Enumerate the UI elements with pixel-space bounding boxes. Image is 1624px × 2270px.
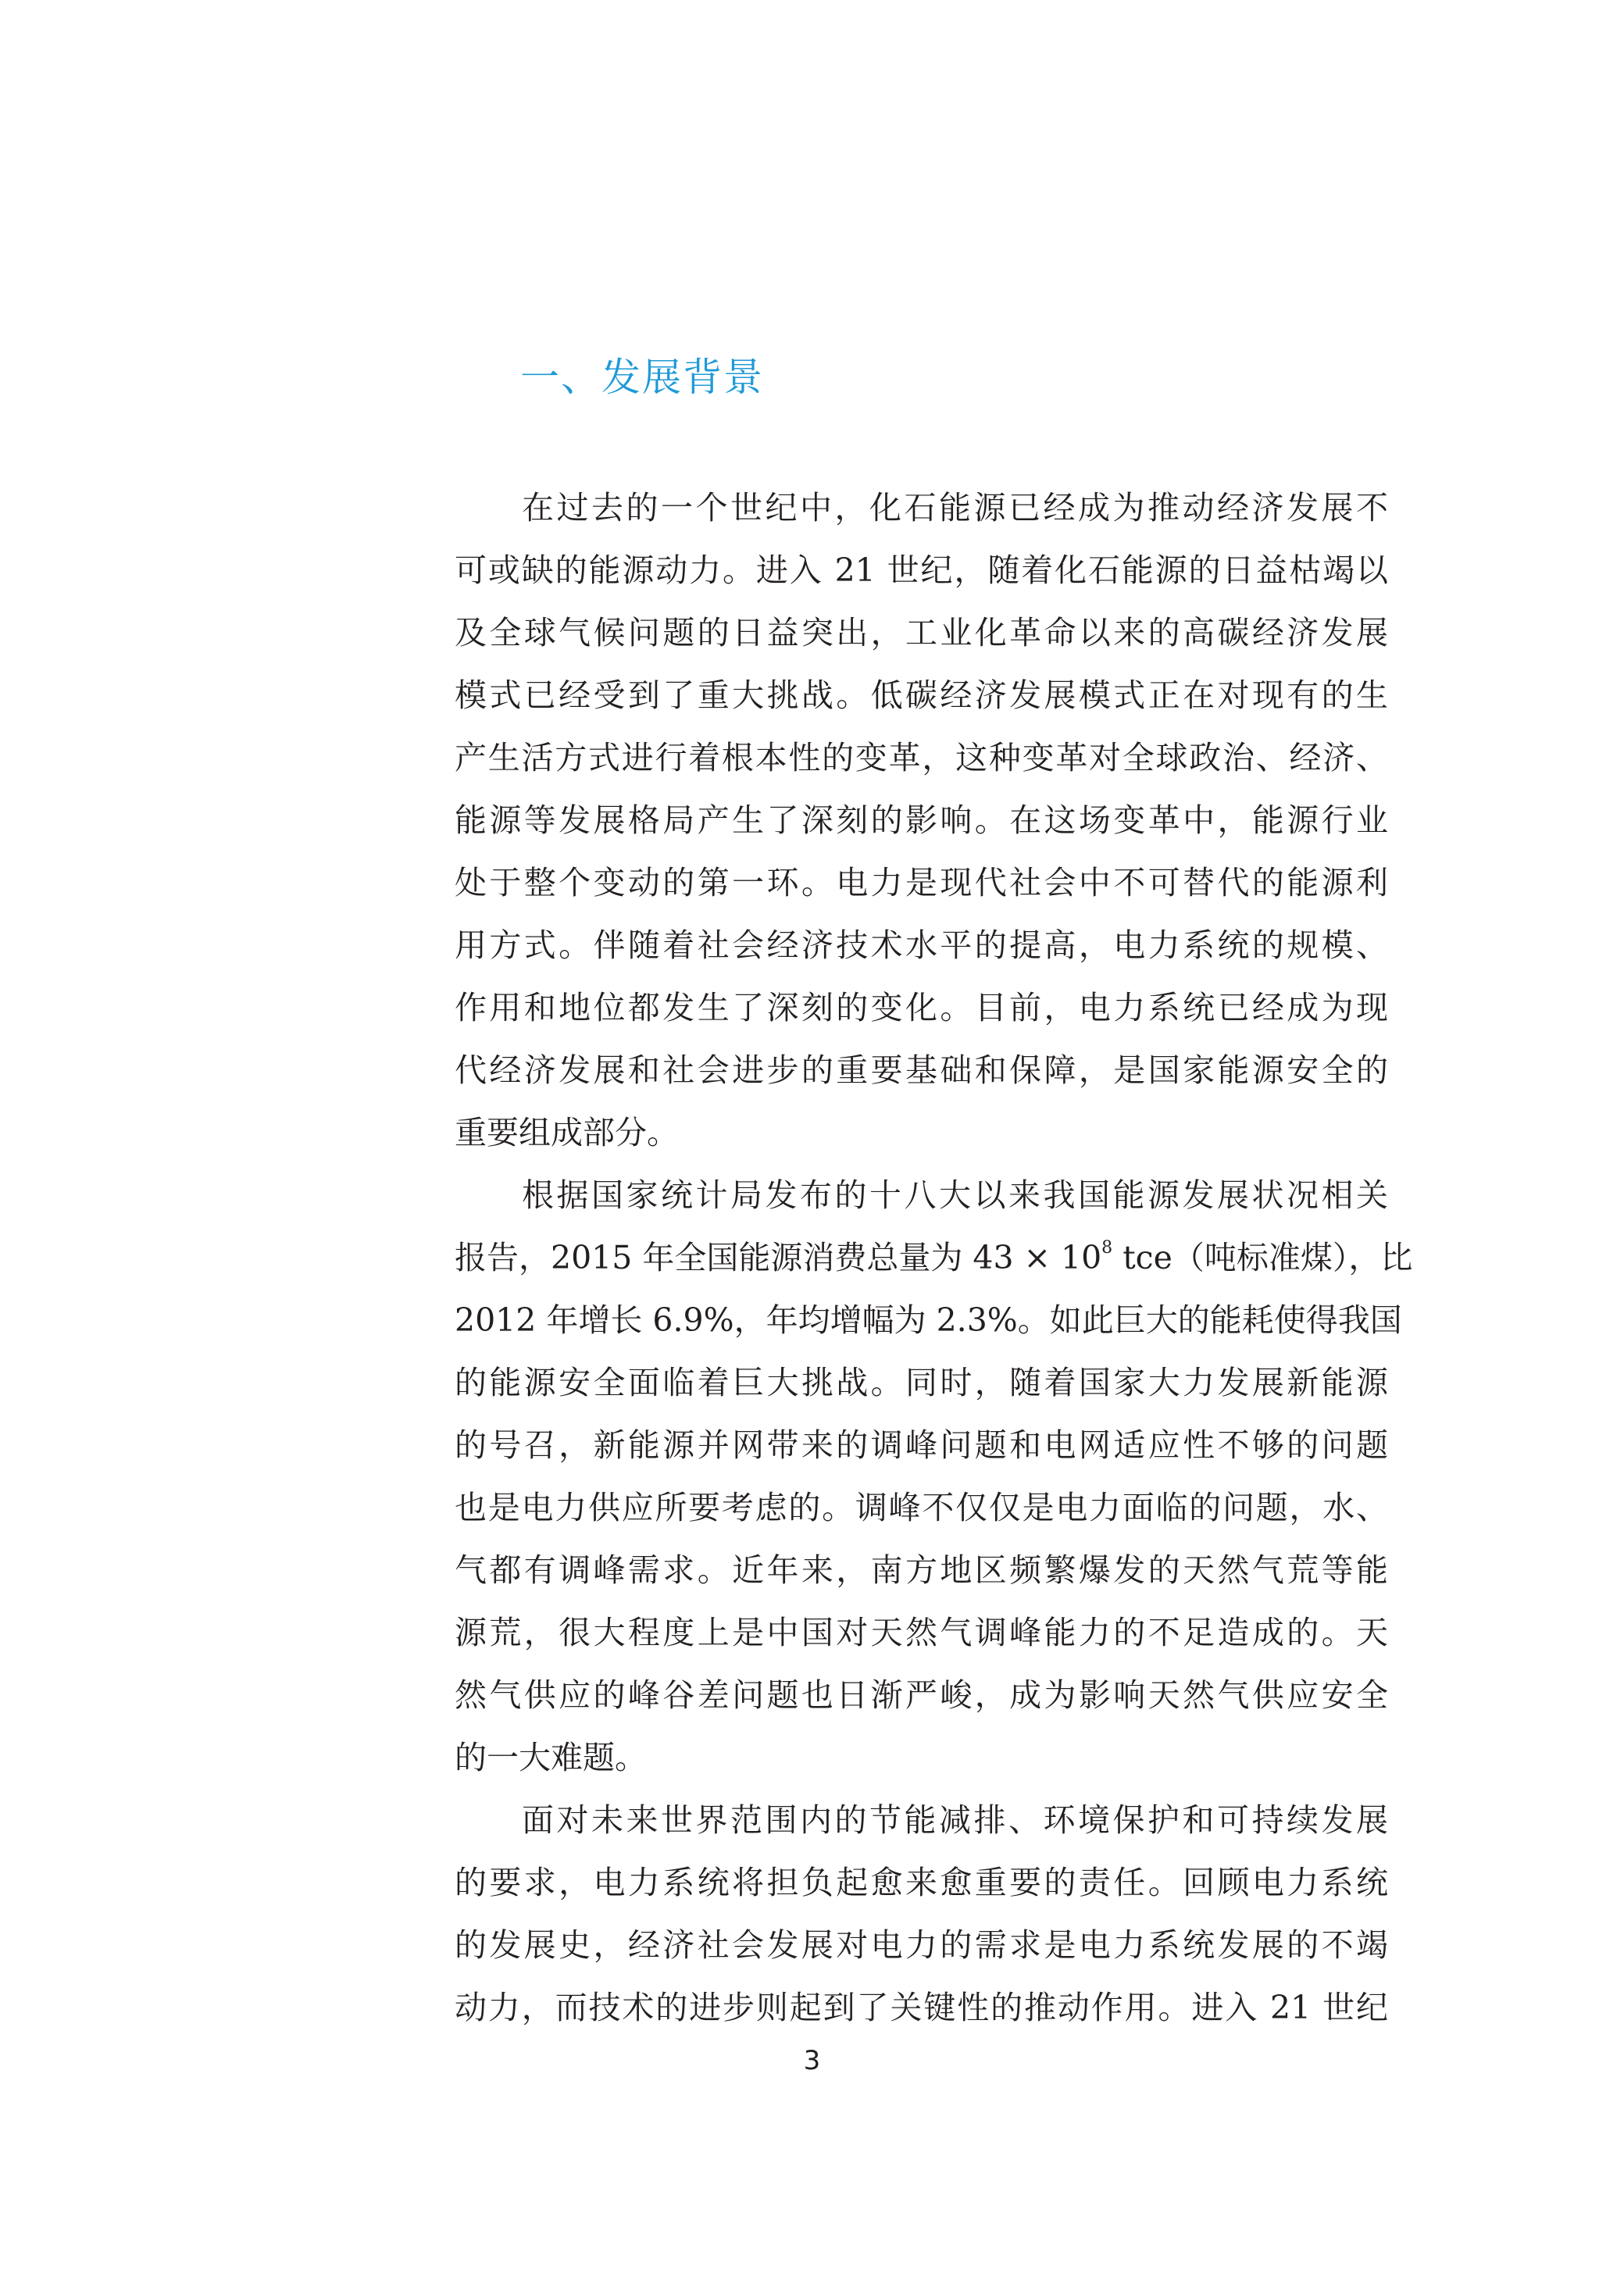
text-line: 的号召，新能源并网带来的调峰问题和电网适应性不够的问题 [455, 1426, 1388, 1464]
body-text [455, 476, 1413, 2039]
text-line: 的发展史，经济社会发展对电力的需求是电力系统发展的不竭 [455, 1926, 1388, 1964]
text-line: 作用和地位都发生了深刻的变化。目前，电力系统已经成为现 [455, 989, 1388, 1026]
text-line: 重要组成部分。 [455, 1114, 679, 1151]
text-segment: 报告，2015 年全国能源消费总量为 43 × 10 [455, 1239, 1102, 1276]
text-line: 及全球气候问题的日益突出，工业化革命以来的高碳经济发展 [455, 614, 1388, 651]
text-line: 产生活方式进行着根本性的变革，这种变革对全球政治、经济、 [455, 739, 1388, 776]
paragraph-2 [455, 1164, 1413, 1789]
paragraph-1 [455, 476, 1388, 1164]
text-line: 在过去的一个世纪中，化石能源已经成为推动经济发展不 [522, 489, 1388, 526]
text-line-with-superscript [455, 1226, 1413, 1289]
page-number: 3 [803, 2045, 821, 2076]
text-line: 2012 年增长 6.9%，年均增幅为 2.3%。如此巨大的能耗使得我国 [455, 1301, 1402, 1339]
text-line: 根据国家统计局发布的十八大以来我国能源发展状况相关 [522, 1176, 1388, 1214]
text-line: 然气供应的峰谷差问题也日渐严峻，成为影响天然气供应安全 [455, 1676, 1388, 1714]
text-line: 也是电力供应所要考虑的。调峰不仅仅是电力面临的问题，水、 [455, 1489, 1388, 1526]
text-line: 用方式。伴随着社会经济技术水平的提高，电力系统的规模、 [455, 926, 1388, 964]
text-line: 能源等发展格局产生了深刻的影响。在这场变革中，能源行业 [455, 801, 1388, 839]
text-segment: tce（吨标准煤），比 [1112, 1239, 1413, 1276]
superscript-exponent: 8 [1101, 1238, 1113, 1258]
paragraph-3 [455, 1789, 1388, 2039]
text-line: 的能源安全面临着巨大挑战。同时，随着国家大力发展新能源 [455, 1364, 1388, 1401]
text-line: 代经济发展和社会进步的重要基础和保障，是国家能源安全的 [455, 1051, 1388, 1089]
text-line: 面对未来世界范围内的节能减排、环境保护和可持续发展 [522, 1801, 1388, 1839]
text-line: 模式已经受到了重大挑战。低碳经济发展模式正在对现有的生 [455, 676, 1388, 714]
text-line: 的要求，电力系统将担负起愈来愈重要的责任。回顾电力系统 [455, 1864, 1388, 1901]
section-heading: 一、发展背景 [520, 355, 764, 400]
text-line: 的一大难题。 [455, 1739, 647, 1776]
text-line: 可或缺的能源动力。进入 21 世纪，随着化石能源的日益枯竭以 [455, 551, 1388, 589]
text-line: 动力，而技术的进步则起到了关键性的推动作用。进入 21 世纪 [455, 1989, 1388, 2026]
text-line: 处于整个变动的第一环。电力是现代社会中不可替代的能源利 [455, 864, 1388, 901]
text-line: 源荒，很大程度上是中国对天然气调峰能力的不足造成的。天 [455, 1614, 1388, 1651]
text-line: 气都有调峰需求。近年来，南方地区频繁爆发的天然气荒等能 [455, 1551, 1388, 1589]
